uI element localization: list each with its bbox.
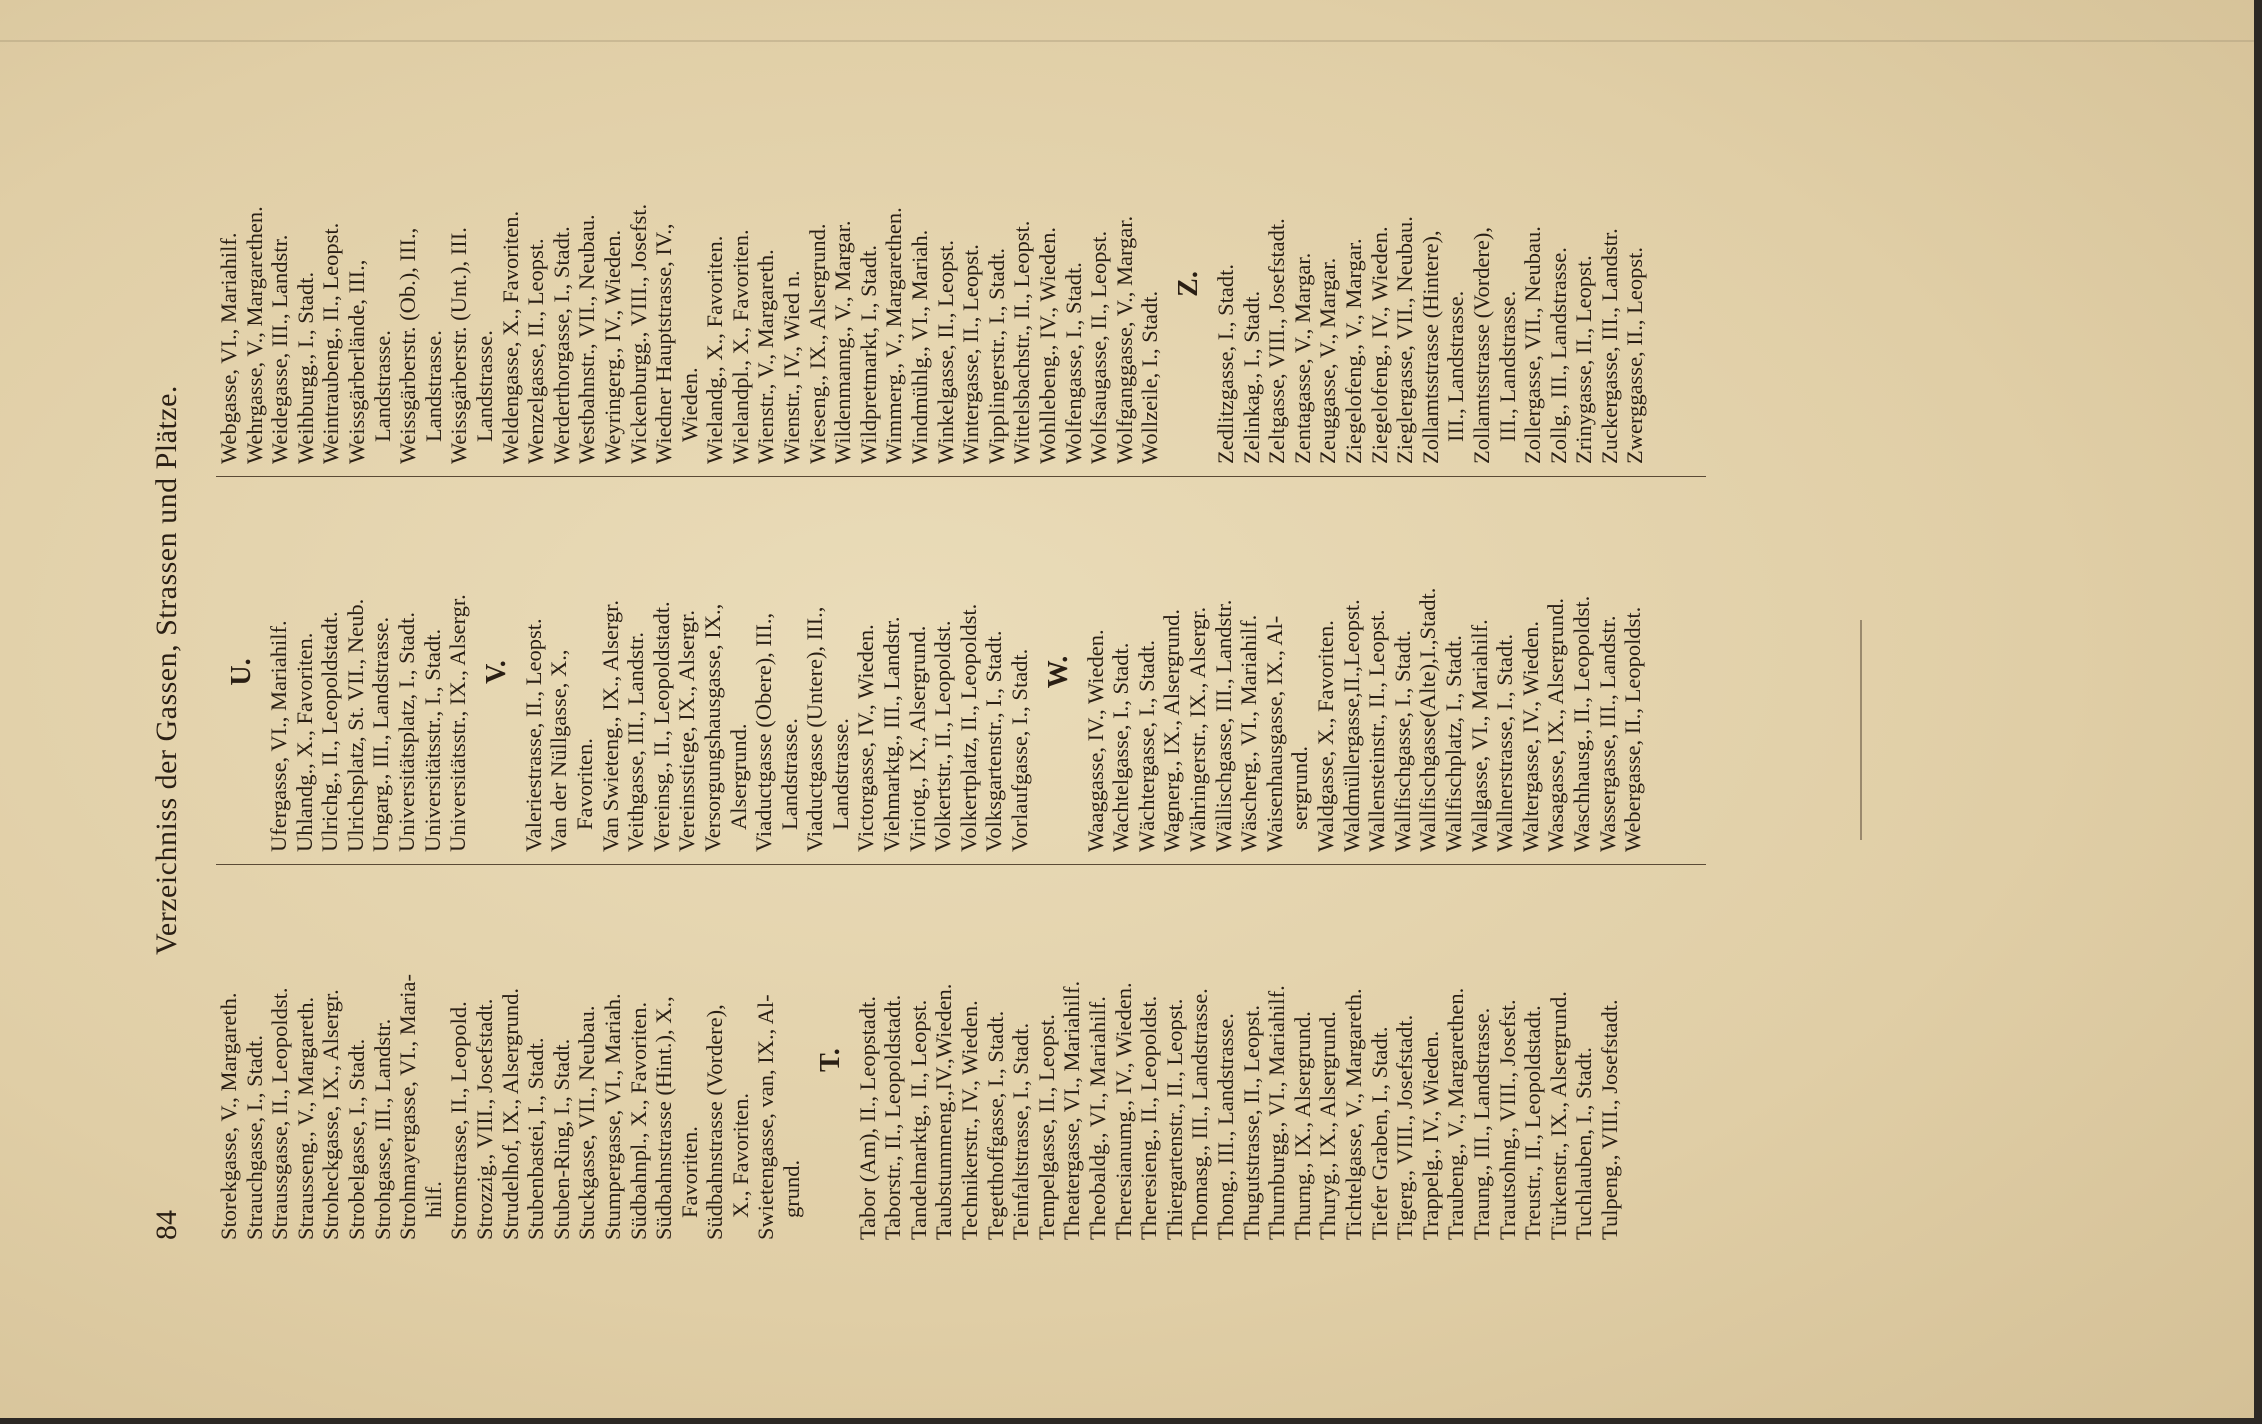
street-entry: Zollergasse, VII., Neubau. — [1520, 226, 1546, 464]
street-entry: Landstrasse. — [776, 718, 802, 830]
street-entry: Victorgasse, IV., Wieden. — [853, 624, 879, 852]
street-entry: Zeltgasse, VIII., Josefstadt. — [1264, 218, 1290, 464]
street-entry: Strausseng., V., Margareth. — [292, 996, 318, 1240]
street-entry: Tandelmarktg., II., Leopst. — [905, 999, 931, 1240]
street-entry: Strozzig., VIII., Josefstadt. — [471, 998, 497, 1240]
page-header — [150, 100, 190, 1240]
street-entry: Stumpergasse, VI., Mariah. — [599, 993, 625, 1240]
street-entry: Weissgärberstr. (Ob.), III., — [395, 227, 421, 464]
street-entry: Strohgasse, III., Landstr. — [369, 1018, 395, 1240]
street-entry: Wohllebeng., IV., Wieden. — [1035, 226, 1060, 464]
street-entry: Wielandpl., X., Favoriten. — [727, 229, 753, 464]
street-entry: Zuckergasse, III., Landstr. — [1596, 228, 1622, 464]
street-entry: Van der Nüllgasse, X., — [546, 649, 572, 852]
street-entry: Versorgungshausgasse, IX., — [699, 603, 725, 852]
street-entry: Ziegelofeng., V., Margar. — [1340, 238, 1366, 464]
section-letter: U. — [226, 658, 257, 686]
street-entry: Thuryg., IX., Alsergrund. — [1315, 1011, 1341, 1240]
street-entry: Waschhausg., II., Leopoldst. — [1568, 595, 1594, 852]
street-entry: Windmühlg., VI., Mariah. — [907, 229, 933, 464]
street-entry: Strohmayergasse, VI., Maria- — [395, 974, 421, 1240]
street-entry: Uhlandg., X., Favoriten. — [291, 632, 317, 852]
street-entry: Tiefer Graben, I., Stadt. — [1366, 1026, 1392, 1240]
street-entry: Tabor (Am), II., Leopstadt. — [854, 996, 880, 1240]
street-entry: Taubstummeng.,IV.,Wieden. — [931, 983, 957, 1240]
street-entry: Tempelgasse, II., Leopst. — [1033, 1014, 1059, 1240]
street-entry: Viriotg., IX., Alsergrund. — [904, 625, 930, 852]
street-entry: Wittelsbachstr., II., Leopst. — [1009, 220, 1035, 464]
street-entry: Technikerstr., IV., Wieden. — [957, 1000, 983, 1240]
street-entry: Webgasse, VI., Mariahilf. — [216, 232, 241, 464]
street-entry: Wallfischgasse(Alte),I.,Stadt. — [1415, 587, 1441, 852]
rotated-page-content — [150, 100, 1710, 1240]
street-entry: Strauchgasse, I., Stadt. — [241, 1035, 267, 1240]
street-entry: Zollamtsstrasse (Vordere), — [1468, 226, 1494, 464]
street-entry: Strudelhof, IX., Alsergrund. — [497, 987, 523, 1240]
street-entry: Traubeng., V., Margarethen. — [1443, 987, 1469, 1240]
street-entry: Wällischgasse, III., Landstr. — [1210, 599, 1236, 852]
street-entry: Werderthorgasse, I., Stadt. — [548, 226, 574, 464]
column-divider — [216, 864, 1706, 865]
street-entry: Westbahnstr., VII., Neubau. — [574, 214, 600, 464]
street-entry: Wallensteinstr., II., Leopst. — [1364, 609, 1390, 852]
street-entry: Ulrichsplatz, St. VII., Neub. — [342, 598, 368, 852]
page-title: Verzeichniss der Gassen, Strassen und Plätze. — [150, 385, 183, 955]
street-entry: Wächtergasse, I., Stadt. — [1133, 639, 1159, 852]
section-letter: Z. — [1172, 271, 1204, 297]
street-entry: Landstrasse. — [420, 330, 446, 442]
street-entry: Traung., III., Landstrasse. — [1468, 1007, 1494, 1240]
street-entry: Wielandg., X., Favoriten. — [702, 235, 728, 464]
street-entry: Trappelg., IV., Wieden. — [1417, 1030, 1443, 1240]
street-entry: Ungarg., III., Landstrasse. — [368, 616, 394, 852]
street-entry: Zedlitzgasse, I., Stadt. — [1212, 264, 1238, 464]
street-entry: Teinfaltstrasse, I., Stadt. — [1008, 1022, 1034, 1240]
street-entry: Waltergasse, IV., Wieden. — [1517, 621, 1543, 852]
street-entry: Wallfischgasse, I., Stadt. — [1389, 630, 1415, 852]
street-entry: Südbahnpl., X., Favoriten. — [625, 1001, 651, 1240]
street-entry: Vereinsg., II., Leopoldstadt. — [648, 601, 674, 852]
street-entry: Wallnerstrasse, I., Stadt. — [1492, 633, 1518, 852]
street-entry: Strobelgasse, I., Stadt. — [343, 1038, 369, 1240]
street-entry: Währingerstr., IX., Alsergr. — [1185, 606, 1210, 852]
street-entry: Wienstr., V., Margareth. — [753, 249, 779, 464]
street-entry: Wagnerg., IX., Alsergrund. — [1159, 609, 1185, 852]
street-entry: Viaductgasse (Obere), III., — [751, 612, 777, 852]
section-letter: T. — [814, 1048, 846, 1072]
stray-pencil-mark — [1860, 620, 1862, 840]
street-entry: III., Landstrasse. — [1443, 290, 1469, 442]
street-entry: Türkenstr., IX., Alsergrund. — [1545, 991, 1571, 1240]
street-entry: Weyringerg., IV., Wieden. — [599, 229, 625, 464]
street-entry: Winkelgasse, II., Leopst. — [932, 239, 958, 464]
street-entry: Wiedner Hauptstrasse, IV., — [651, 223, 677, 464]
street-entry: III., Landstrasse. — [1494, 290, 1520, 442]
street-entry: Wollzeile, I., Stadt. — [1137, 290, 1163, 464]
street-entry: Wolfengasse, I., Stadt. — [1060, 262, 1086, 464]
street-entry: Wehrgasse, V., Margarethen. — [241, 206, 267, 464]
street-entry: Weldengasse, X., Favoriten. — [497, 210, 523, 464]
street-entry: Stroheckgasse, IX., Alsergr. — [318, 989, 344, 1240]
street-entry: Zieglergasse, VII., Neubau. — [1392, 216, 1418, 464]
street-entry: Thiergartenstr., II., Leopst. — [1161, 998, 1187, 1240]
street-entry: sergrund. — [1287, 746, 1313, 830]
street-entry: Ufergasse, VI., Mariahilf. — [266, 620, 291, 852]
column-divider — [216, 476, 1706, 477]
street-entry: Alsergrund. — [725, 723, 751, 830]
street-entry: Universitätsstr., IX., Alsergr. — [445, 594, 471, 852]
street-entry: Ulrichg., II., Leopoldstadt. — [317, 611, 343, 852]
street-entry: Landstrasse. — [471, 330, 497, 442]
street-entry: Volkertplatz, II., Leopoldst. — [955, 603, 981, 852]
street-entry: Thurng., IX., Alsergrund. — [1289, 1011, 1315, 1240]
street-entry: Tichtelgasse, V., Margareth. — [1340, 988, 1366, 1240]
street-entry: Favoriten. — [676, 1126, 702, 1218]
page-number: 84 — [150, 1210, 183, 1240]
street-entry: Veithgasse, III., Landstr. — [623, 632, 649, 852]
street-entry: grund. — [779, 1159, 805, 1218]
street-entry: Wintergasse, II., Leopst. — [958, 244, 984, 464]
street-entry: Thurnburgg., VI., Mariahilf. — [1264, 985, 1290, 1240]
street-entry: Waldgasse, X., Favoriten. — [1312, 620, 1338, 852]
street-entry: Stuben-Ring, I., Stadt. — [548, 1038, 574, 1240]
scan-edge-bottom — [0, 1418, 2262, 1424]
street-entry: Landstrasse. — [827, 718, 853, 830]
street-entry: Straussgasse, II., Leopoldst. — [267, 987, 293, 1240]
street-entry: Wachtelgasse, I., Stadt. — [1108, 642, 1134, 852]
street-entry: Swietengasse, van, IX., Al- — [753, 994, 779, 1240]
street-entry: Tuchlauben, I., Stadt. — [1571, 1047, 1597, 1240]
street-entry: Taborstr., II., Leopoldstadt. — [880, 994, 906, 1240]
street-entry: Wolfganggasse, V., Margar. — [1111, 215, 1137, 464]
street-entry: Zelinkag., I., Stadt. — [1238, 290, 1264, 464]
section-letter: V. — [480, 660, 512, 684]
street-entry: Thong., III., Landstrasse. — [1212, 1013, 1238, 1240]
street-entry: Stubenbastei, I., Stadt. — [523, 1037, 549, 1240]
street-entry: Theatergasse, VI., Mariahilf. — [1059, 980, 1085, 1240]
street-entry: Wolfsaugasse, II., Leopst. — [1086, 230, 1112, 464]
column-2 — [216, 492, 1706, 852]
street-entry: Zollg., III., Landstrasse. — [1545, 247, 1571, 464]
street-entry: Stromstrasse, II., Leopold. — [446, 1001, 472, 1240]
street-entry: X., Favoriten. — [727, 1093, 753, 1218]
street-entry: Thugutstrasse, II., Leopst. — [1238, 1005, 1264, 1240]
street-entry: Waaggasse, IV., Wieden. — [1082, 629, 1108, 852]
street-entry: Wienstr., IV., Wied n. — [779, 270, 805, 464]
street-entry: Zentagasse, V., Margar. — [1289, 252, 1315, 464]
street-entry: Zrinygasse, II., Leopst. — [1571, 255, 1597, 464]
street-entry: Weissgärberlände, III., — [343, 259, 369, 464]
street-entry: Wallgasse, VI., Mariahilf. — [1466, 619, 1492, 852]
street-entry: Wäscherg., VI., Mariahilf. — [1236, 614, 1262, 852]
street-entry: Waisenhausgasse, IX., Al- — [1261, 615, 1287, 852]
street-entry: Wildenmanng., V., Margar. — [830, 220, 856, 464]
street-entry: Thomasg., III., Landstrasse. — [1187, 988, 1213, 1240]
street-entry: Weintraubeng., II., Leopst. — [318, 222, 344, 464]
street-entry: Theobaldg., VI., Mariahilf. — [1085, 996, 1110, 1240]
street-entry: Zwerggasse, II., Leopst. — [1622, 246, 1648, 464]
street-entry: Zeuggasse, V., Margar. — [1315, 257, 1341, 464]
street-entry: Viaductgasse (Untere), III., — [802, 606, 828, 852]
street-entry: hilf. — [420, 1181, 446, 1218]
street-entry: Stuckgasse, VII., Neubau. — [574, 1005, 600, 1240]
street-entry: Südbahnstrasse (Hint.), X., — [651, 996, 677, 1240]
street-entry: Tigerg., VIII., Josefstadt. — [1392, 1014, 1418, 1240]
street-entry: Ziegelofeng., IV., Wieden. — [1366, 226, 1392, 464]
street-entry: Valeriestrasse, II., Leopst. — [520, 618, 546, 852]
street-entry: Wickenburgg., VIII., Josefst. — [625, 203, 651, 464]
street-entry: Landstrasse. — [369, 330, 395, 442]
street-entry: Wasagasse, IX., Alsergrund. — [1543, 598, 1569, 852]
street-entry: Waldmüllergasse,II.,Leopst. — [1338, 599, 1364, 852]
street-entry: Weihburgg., I., Stadt. — [292, 271, 318, 464]
section-letter: W. — [1042, 655, 1074, 689]
street-entry: Wieden. — [676, 367, 702, 442]
street-entry: Zollamtsstrasse (Hintere), — [1417, 230, 1443, 464]
street-entry: Volksgartenstr., I., Stadt. — [981, 630, 1007, 852]
street-index-columns — [216, 100, 1706, 1240]
street-entry: Viehmarktg., III., Landstr. — [879, 616, 905, 852]
street-entry: Volkertstr., II., Leopoldst. — [930, 620, 956, 852]
street-entry: Vereinsstiege, IX., Alsergr. — [674, 609, 700, 852]
page-crease — [0, 40, 2262, 42]
street-entry: Südbahnstrasse (Vordere), — [702, 1004, 728, 1240]
street-entry: Wipplingerstr., I., Stadt. — [983, 248, 1009, 464]
street-entry: Universitätsplatz, I., Stadt. — [393, 612, 419, 852]
street-entry: Wassergasse, III., Landstr. — [1594, 615, 1620, 852]
street-entry: Vorlaufgasse, I., Stadt. — [1007, 648, 1033, 852]
street-entry: Wildpretmarkt, I., Stadt. — [855, 244, 881, 464]
street-entry: Wieseng., IX., Alsergrund. — [804, 223, 830, 464]
street-entry: Weidegasse, III., Landstr. — [267, 234, 293, 464]
street-entry: Storekgasse, V., Margareth. — [216, 992, 241, 1240]
street-entry: Favoriten. — [571, 738, 597, 830]
column-1 — [216, 880, 1706, 1240]
street-entry: Theresieng., II., Leopoldst. — [1136, 995, 1162, 1240]
street-entry: Wenzelgasse, II., Leopst. — [523, 238, 549, 464]
street-entry: Treustr., II., Leopoldstadt. — [1520, 1005, 1546, 1240]
street-entry: Tegetthoffgasse, I., Stadt. — [982, 1010, 1008, 1240]
street-entry: Theresianumg., IV., Wieden. — [1110, 982, 1136, 1240]
column-3 — [216, 104, 1706, 464]
street-entry: Trautsohng., VIII., Josefst. — [1494, 999, 1520, 1240]
street-entry: Van Swieteng., IX., Alsergr. — [597, 599, 623, 852]
street-entry: Webergasse, II., Leopoldst. — [1620, 606, 1646, 852]
street-entry: Universitätsstr., I., Stadt. — [419, 628, 445, 852]
street-entry: Tulpeng., VIII., Josefstadt. — [1596, 999, 1622, 1240]
scan-edge — [2254, 0, 2262, 1424]
street-entry: Wimmerg., V., Margarethen. — [881, 207, 907, 464]
street-entry: Wallfischplatz, I., Stadt. — [1440, 635, 1466, 852]
street-entry: Weissgärberstr. (Unt.), III. — [446, 227, 472, 464]
